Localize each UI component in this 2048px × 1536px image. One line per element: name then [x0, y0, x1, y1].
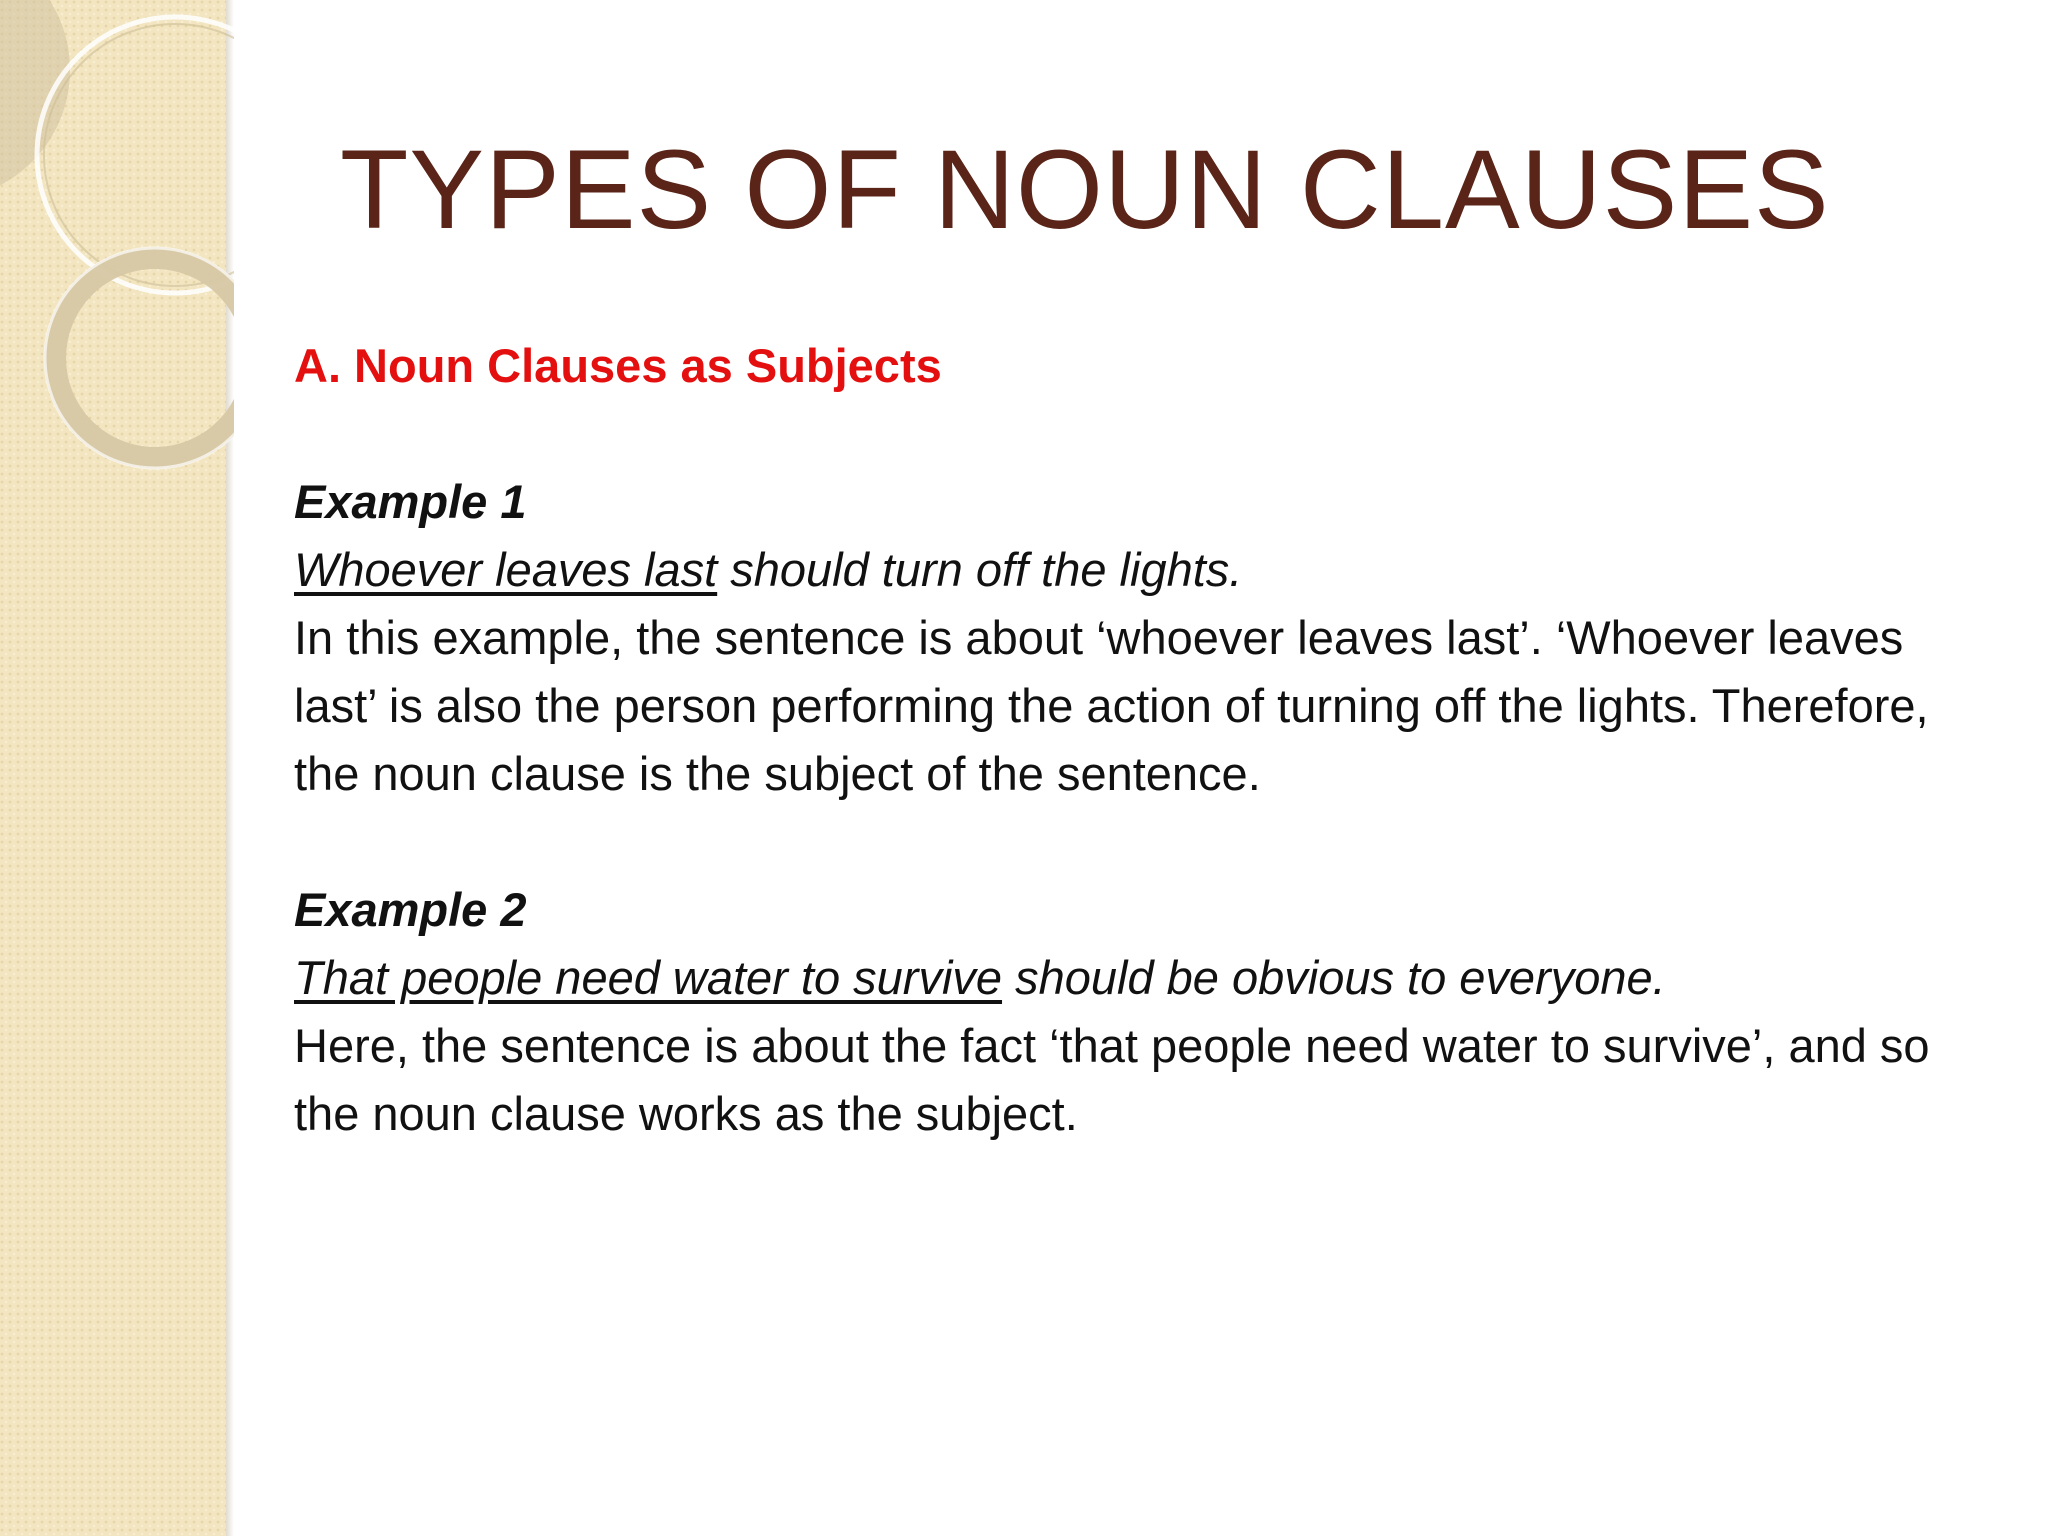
example-2-sentence-rest: should be obvious to everyone.: [1002, 951, 1666, 1004]
section-heading: A. Noun Clauses as Subjects: [294, 339, 942, 392]
example-1-explanation: In this example, the sentence is about ‘whoever leaves last’. ‘Whoever leaves last’ is also the person performing the action of turning off the lights. Therefore, the noun clause is the subject of the sentence.: [294, 611, 1929, 800]
example-2-explanation: Here, the sentence is about the fact ‘that people need water to survive’, and so the noun clause works as the subject.: [294, 1019, 1930, 1140]
example-1-noun-clause: Whoever leaves last: [294, 543, 718, 596]
ring-fill: [0, 0, 70, 200]
blank-line: [294, 808, 1994, 876]
example-2-noun-clause: That people need water to survive: [294, 951, 1003, 1004]
example-2-sentence: [294, 944, 1994, 1012]
example-1-label: Example 1: [294, 475, 527, 528]
example-1-sentence-rest: should turn off the lights.: [717, 543, 1243, 596]
slide-body: [294, 332, 1994, 1148]
example-1-sentence: [294, 536, 1994, 604]
decorative-rings: [0, 0, 234, 520]
blank-line: [294, 400, 1994, 468]
example-2-label: Example 2: [294, 883, 527, 936]
slide-title: TYPES OF NOUN CLAUSES: [340, 127, 1830, 252]
